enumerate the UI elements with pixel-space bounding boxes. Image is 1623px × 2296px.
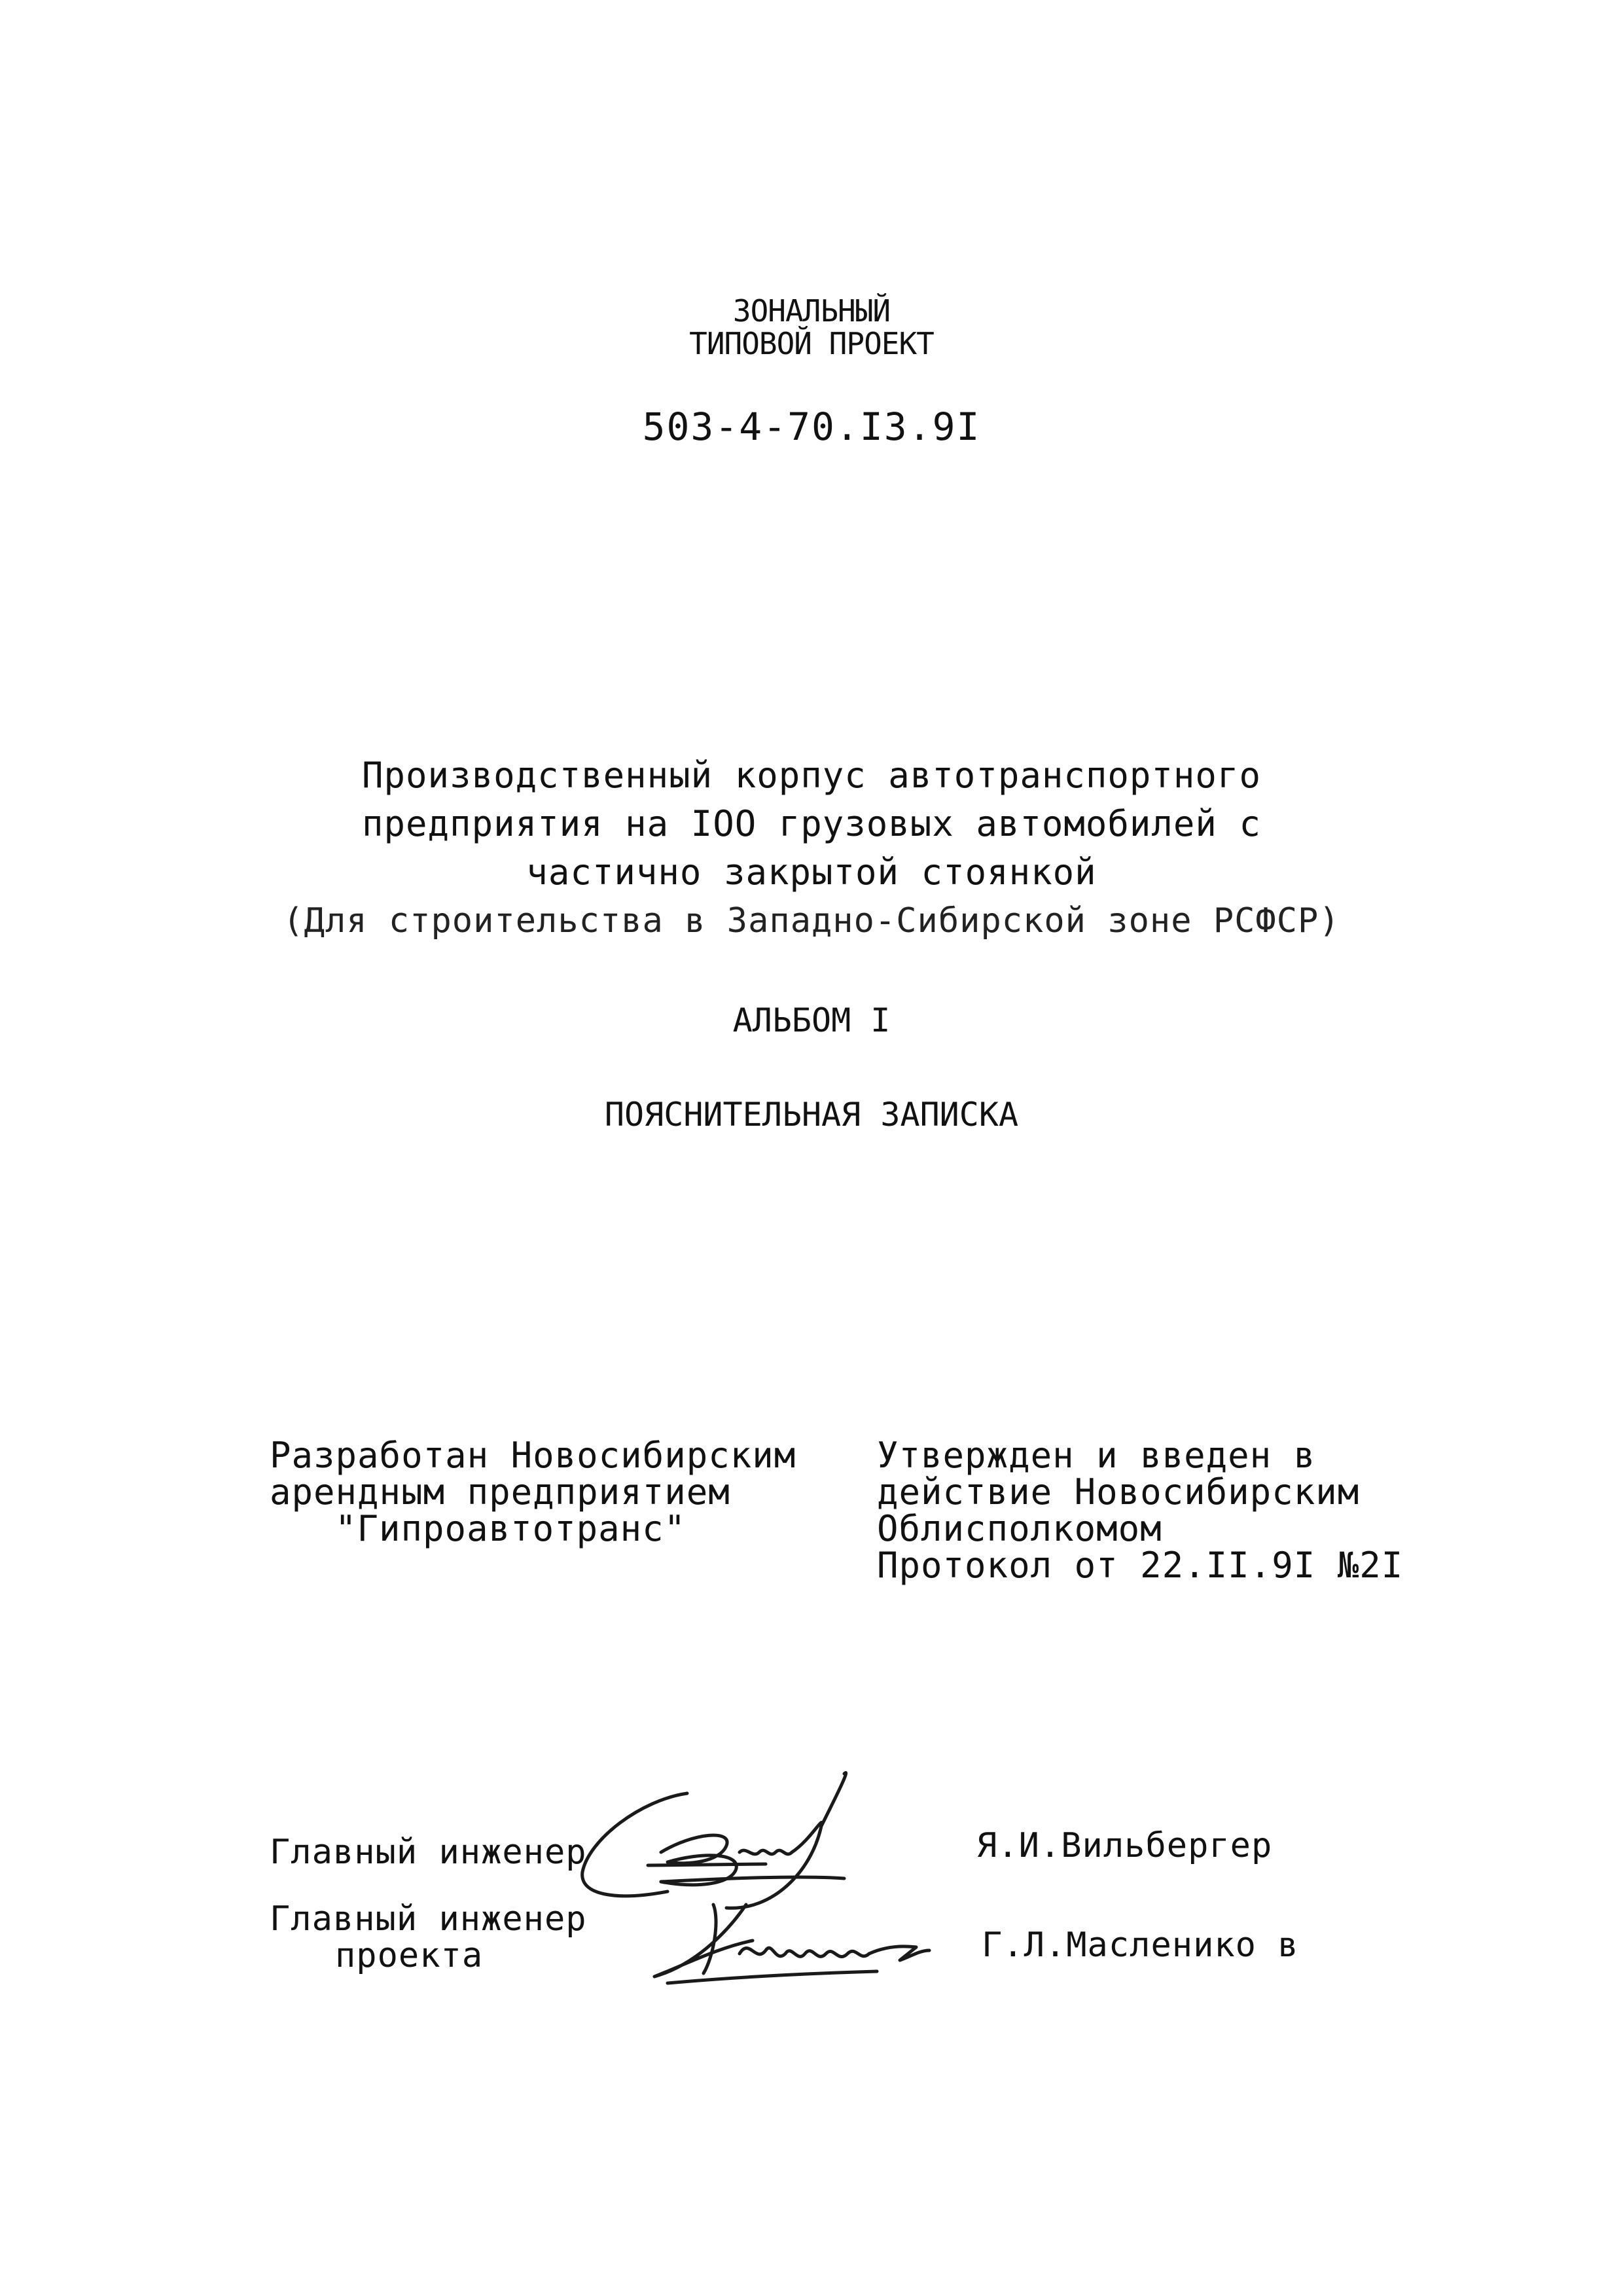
project-code: 503-4-70.I3.9I	[642, 404, 981, 449]
header-typical-project: ТИПОВОЙ ПРОЕКТ	[689, 326, 934, 361]
project-engineer-name: Г.Л.Масленико в	[982, 1926, 1299, 1965]
header-zonal: ЗОНАЛЬНЫЙ	[732, 293, 891, 329]
document-type: ПОЯСНИТЕЛЬНАЯ ЗАПИСКА	[604, 1096, 1019, 1134]
approval-line-1: Утвержден и введен в	[877, 1435, 1316, 1476]
project-engineer-label-2: проекта	[335, 1936, 484, 1975]
title-line-4: (Для строительства в Западно-Сибирской зоне РСФСР)	[283, 901, 1340, 941]
title-line-1: Производственный корпус автотранспортного	[362, 755, 1261, 796]
developer-line-3: "Гипроавтотранс"	[335, 1508, 687, 1549]
album-number: АЛЬБОМ I	[732, 1001, 891, 1039]
project-engineer-signature	[641, 1885, 982, 2003]
developer-line-1: Разработан Новосибирским	[270, 1435, 796, 1476]
developer-line-2: арендным предприятием	[270, 1471, 730, 1513]
approval-line-2: действие Новосибирским	[877, 1471, 1360, 1513]
approval-line-4: Протокол от 22.II.9I №2I	[877, 1545, 1404, 1586]
approval-line-3: Облисполкомом	[877, 1508, 1162, 1549]
title-line-3: частично закрытой стоянкой	[526, 852, 1097, 893]
chief-engineer-name: Я.И.Вильбергер	[976, 1826, 1273, 1865]
project-engineer-label-1: Главный инженер	[270, 1899, 587, 1939]
chief-engineer-label: Главный инженер	[270, 1833, 587, 1872]
title-line-2: предприятия на IOO грузовых автомобилей с	[362, 803, 1261, 844]
